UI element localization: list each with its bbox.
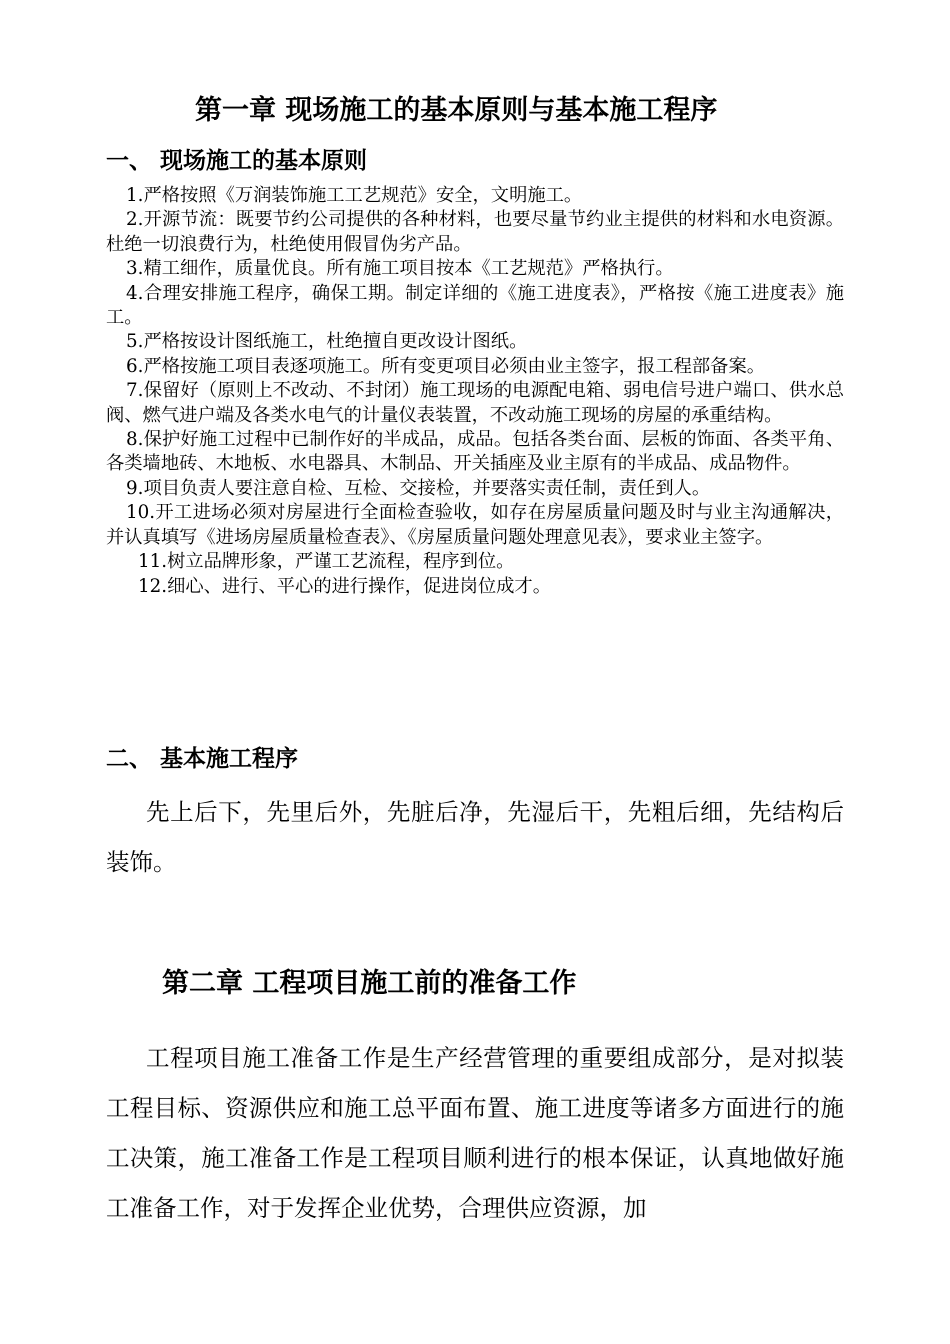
principle-item: 12.细心、进行、平心的进行操作，促进岗位成才。 bbox=[138, 575, 551, 597]
principle-item: 10.开工进场必须对房屋进行全面检查验收，如存在房屋质量问题及时与业主沟通解决，并认真填写《进场房屋质量检查表》、《房屋质量问题处理意见表》，要求业主签字。 bbox=[106, 502, 844, 548]
principle-item: 3.精工细作，质量优良。所有施工项目按本《工艺规范》严格执行。 bbox=[126, 258, 674, 280]
principle-item: 2.开源节流：既要节约公司提供的各种材料，也要尽量节约业主提供的材料和水电资源。杜绝一切浪费行为，杜绝使用假冒伪劣产品。 bbox=[106, 209, 844, 255]
principle-item: 6.严格按施工项目表逐项施工。所有变更项目必须由业主签字，报工程部备案。 bbox=[126, 355, 766, 377]
section-1-heading: 一、 现场施工的基本原则 bbox=[106, 147, 368, 174]
principle-item: 8.保护好施工过程中已制作好的半成品，成品。包括各类台面、层板的饰面、各类平角、各类墙地砖、木地板、水电器具、木制品、开关插座及业主原有的半成品、成品物件。 bbox=[106, 429, 844, 475]
principle-item: 7.保留好（原则上不改动、不封闭）施工现场的电源配电箱、弱电信号进户端口、供水总阀、燃气进户端及各类水电气的计量仪表装置，不改动施工现场的房屋的承重结构。 bbox=[106, 380, 844, 426]
principle-item: 1.严格按照《万润装饰施工工艺规范》安全，文明施工。 bbox=[126, 185, 583, 206]
principles-list bbox=[106, 184, 844, 599]
principle-item: 4.合理安排施工程序，确保工期。制定详细的《施工进度表》，严格按《施工进度表》施工。 bbox=[106, 282, 844, 329]
principle-item: 5.严格按设计图纸施工，杜绝擅自更改设计图纸。 bbox=[126, 331, 528, 353]
chapter-2-body: 工程项目施工准备工作是生产经营管理的重要组成部分，是对拟装工程目标、资源供应和施工总平面布置、施工进度等诸多方面进行的施工决策，施工准备工作是工程项目顺利进行的根本保证，认真地做好施工准备工作，对于发挥企业优势，合理供应资源，加 bbox=[106, 1044, 844, 1222]
principle-item: 11.树立品牌形象，严谨工艺流程，程序到位。 bbox=[138, 551, 515, 573]
principle-item: 9.项目负责人要注意自检、互检、交接检，并要落实责任制，责任到人。 bbox=[126, 477, 711, 499]
section-2-heading: 二、 基本施工程序 bbox=[106, 745, 299, 772]
chapter-1-title: 第一章 现场施工的基本原则与基本施工程序 bbox=[195, 95, 718, 126]
section-2-body: 先上后下，先里后外，先脏后净，先湿后干，先粗后细，先结构后装饰。 bbox=[106, 798, 844, 876]
chapter-2-title: 第二章 工程项目施工前的准备工作 bbox=[162, 968, 577, 999]
